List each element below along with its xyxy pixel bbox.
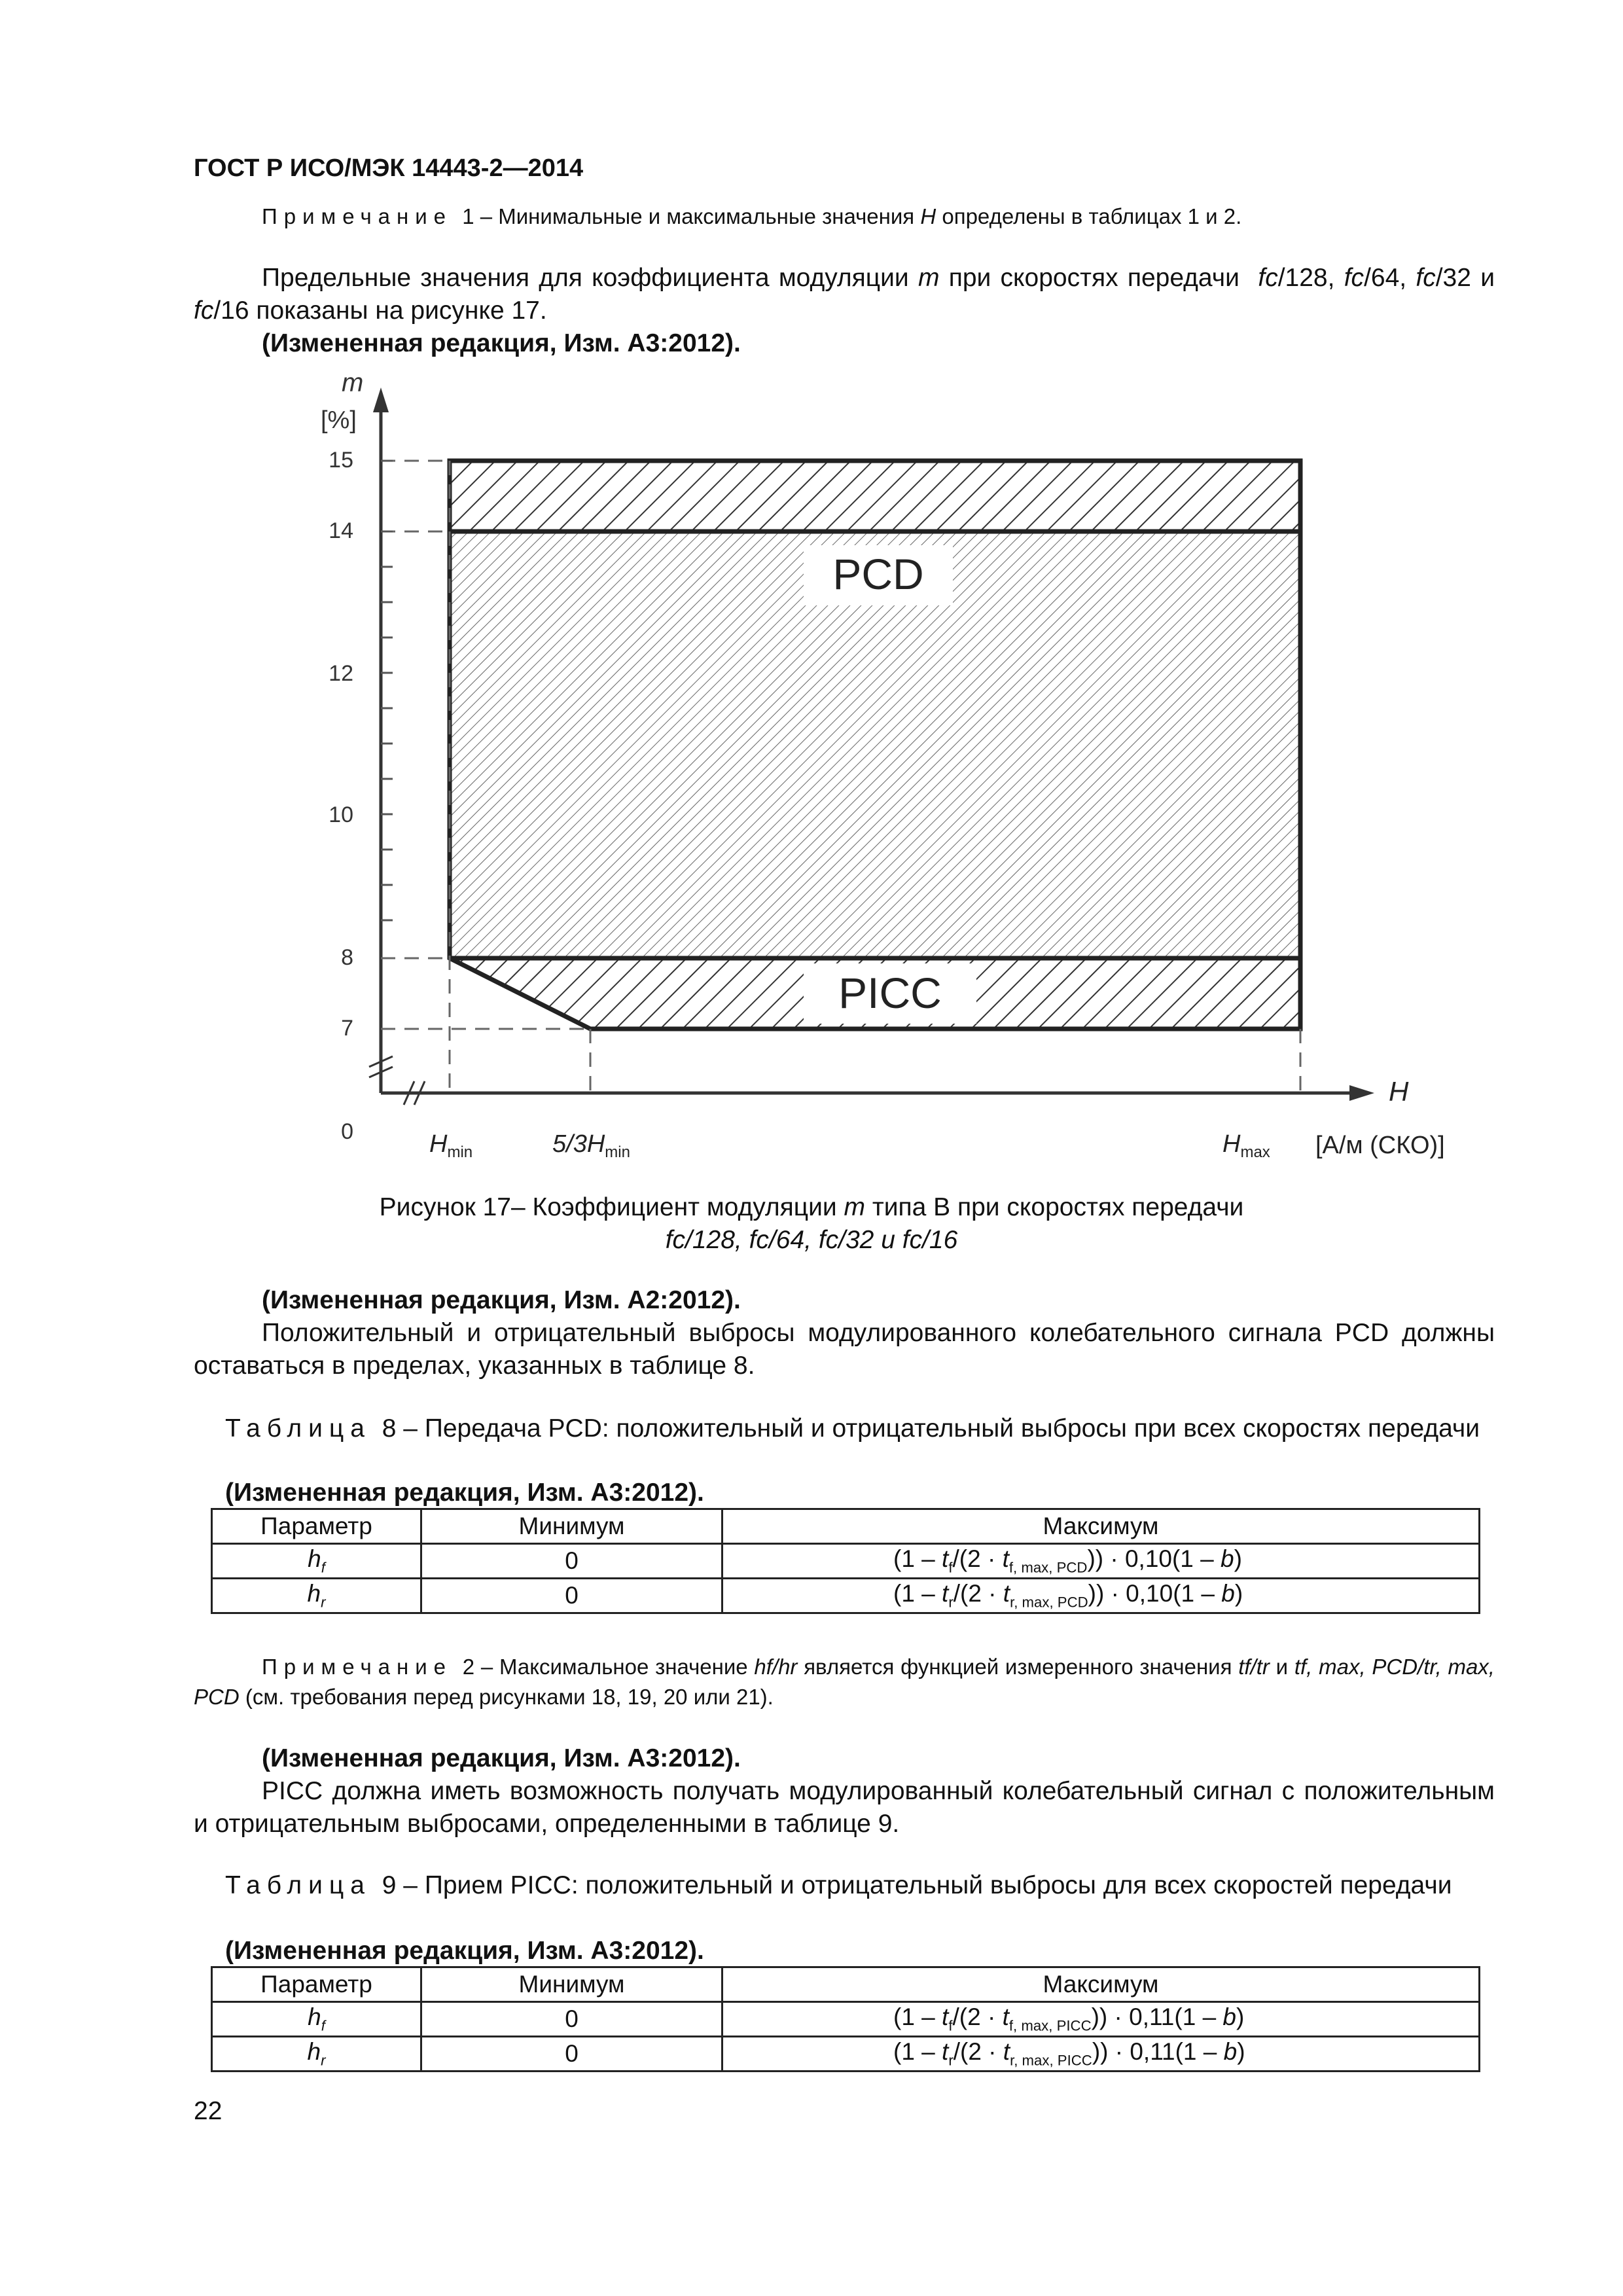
y-axis-title: m (342, 368, 364, 397)
y-tick-15: 15 (329, 448, 353, 473)
table-9-max-hr: $(1 - t_r/(2 \cdot t_{r, max, PICC})) \cdot 0,11(1 - b)$ (722, 2037, 1480, 2072)
para1-fc-1: fc (1258, 264, 1278, 292)
x-tick-hmax: $H_{max}$ (1222, 1130, 1270, 1161)
table-row (212, 2037, 1480, 2072)
para1-text-1: Предельные значения для коэффициента модуляции (262, 264, 909, 292)
x-tick-53hmin: $5/3H_{min}$ (552, 1130, 630, 1161)
edit-note-a2: (Измененная редакция, Изм. А2:2012). (262, 1286, 741, 1314)
note-text-post: определены в таблицах 1 и 2. (942, 204, 1242, 228)
para1-fc-4: fc (194, 296, 214, 325)
table-9-param-hr: $h_r$ (212, 2037, 421, 2072)
y-tick-8: 8 (341, 945, 353, 970)
note-text-pre: – Минимальные и максимальные значения (480, 204, 915, 228)
table-row (212, 1544, 1480, 1579)
table-8-title: Таблица 8 – Передача PCD: положительный и отрицательный выбросы при всех скоростях передачи (225, 1414, 1480, 1443)
table-9-header-min: Минимум (421, 1967, 722, 2002)
x-axis-arrow (1349, 1085, 1374, 1101)
table-9-header-max: Максимум (722, 1967, 1480, 2002)
x-axis-title: H (1389, 1076, 1409, 1107)
table-8-header-row (212, 1509, 1480, 1544)
para1-and: и (1480, 264, 1495, 292)
y-tick-7: 7 (341, 1016, 353, 1041)
table-8-max-hf: $(1 - t_f/(2 \cdot t_{f, max, PCD})) \cdot 0,10(1 - b)$ (722, 1544, 1480, 1579)
table-9-param-hf: $h_f$ (212, 2002, 421, 2037)
y-axis-arrow (373, 387, 389, 412)
para1-rate-4: /16 (213, 296, 249, 325)
pcd-label: PCD (832, 550, 924, 598)
page-number: 22 (194, 2097, 223, 2125)
y-ticks (381, 461, 393, 920)
table-9-edit-note: (Измененная редакция, Изм. А3:2012). (225, 1937, 704, 1965)
table-row (212, 1579, 1480, 1613)
x-axis-unit: [А/м (СКО)] (1315, 1132, 1445, 1159)
paragraph-pcd-overshoot: Положительный и отрицательный выбросы модулированного колебательного сигнала PCD должны оставаться в пределах, указанных в таблице 8. (194, 1319, 1495, 1380)
table-8-param-hr: $h_r$ (212, 1579, 421, 1613)
figure-caption-line-1: Рисунок 17– Коэффициент модуляции m типа В при скоростях передачи (379, 1193, 1244, 1221)
table-9 (211, 1966, 1480, 2072)
region-pcd-band (450, 461, 1300, 531)
y-tick-12: 12 (329, 661, 353, 686)
para1-fc-2: fc (1344, 264, 1364, 292)
note-number: 1 (462, 204, 474, 228)
y-tick-0: 0 (341, 1119, 353, 1144)
table-8-edit-note: (Измененная редакция, Изм. А3:2012). (225, 1479, 704, 1507)
y-axis-unit: [%] (321, 406, 357, 434)
paragraph-picc-overshoot: PICC должна иметь возможность получать модулированный колебательный сигнал с положительным и отрицательным выбросами, определенными в таблице 9. (194, 1777, 1495, 1838)
note-2: Примечание 2 – Максимальное значение hf/hr является функцией измеренного значения tf/tr и tf, max, PCD/tr, max, PCD (см. требования перед рисунками 18, 19, 20 или 21). (194, 1655, 1495, 1709)
table-9-title: Таблица 9 – Прием PICC: положительный и отрицательный выбросы для всех скоростей передачи (225, 1871, 1452, 1899)
table-8-header-min: Минимум (421, 1509, 722, 1544)
para1-rate-2: /64, (1364, 264, 1407, 292)
picc-label: PICC (838, 969, 942, 1017)
table-8-header-param: Параметр (212, 1509, 421, 1544)
table-9-header-param: Параметр (212, 1967, 421, 2002)
edit-note-a3-1: (Измененная редакция, Изм. А3:2012). (262, 329, 741, 357)
table-8-header-max: Максимум (722, 1509, 1480, 1544)
y-tick-14: 14 (329, 518, 353, 543)
x-tick-hmin: $H_{min}$ (429, 1130, 473, 1161)
table-9-min-hr: 0 (421, 2037, 722, 2072)
figure-caption (366, 1191, 1257, 1257)
table-8 (211, 1508, 1480, 1614)
figure-caption-line-2: fc/128, fc/64, fc/32 и fc/16 (665, 1226, 958, 1254)
para1-fc-3: fc (1416, 264, 1436, 292)
table-8-max-hr: $(1 - t_r/(2 \cdot t_{r, max, PCD})) \cdot 0,10(1 - b)$ (722, 1579, 1480, 1613)
para1-rate-1: /128, (1277, 264, 1335, 292)
note-label: Примечание (262, 204, 453, 228)
table-8-min-hf: 0 (421, 1544, 722, 1579)
note-var: H (920, 204, 936, 228)
y-tick-10: 10 (329, 802, 353, 827)
para1-rate-3: /32 (1435, 264, 1471, 292)
table-row (212, 2002, 1480, 2037)
document-header: ГОСТ Р ИСО/МЭК 14443-2—2014 (194, 154, 584, 182)
table-9-max-hf: $(1 - t_f/(2 \cdot t_{f, max, PICC})) \cdot 0,11(1 - b)$ (722, 2002, 1480, 2037)
para1-var-m: m (918, 264, 940, 292)
para1-text-3: показаны на рисунке 17. (256, 296, 547, 325)
edit-note-a3-2: (Измененная редакция, Изм. А3:2012). (262, 1744, 741, 1772)
table-8-param-hf: $h_f$ (212, 1544, 421, 1579)
table-9-header-row (212, 1967, 1480, 2002)
table-9-min-hf: 0 (421, 2002, 722, 2037)
table-8-min-hr: 0 (421, 1579, 722, 1613)
para1-text-2: при скоростях передачи (948, 264, 1240, 292)
